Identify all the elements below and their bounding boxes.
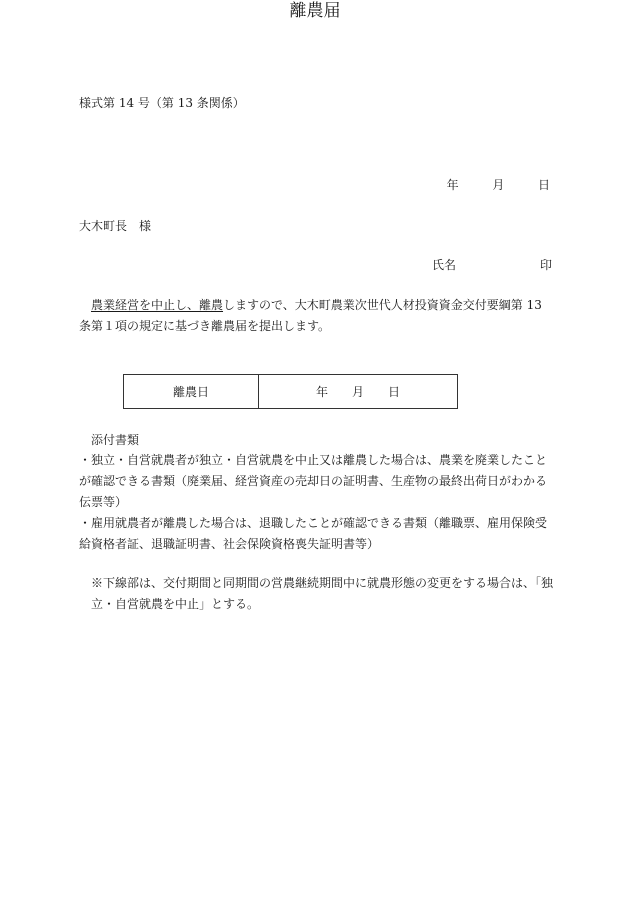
retirement-date-value — [259, 375, 457, 408]
declaration-text: しますので、大木町農業次世代人材投資資金交付要綱第 13 条第１項の規定に基づき離農届を提出します。 — [79, 298, 542, 333]
retire-month-label: 月 — [351, 385, 364, 399]
name-label: 氏名 — [432, 258, 457, 272]
date-year-label: 年 — [446, 178, 459, 192]
document-title: 離農届 — [289, 1, 341, 21]
applicant-name-line — [432, 256, 552, 274]
attachment-item: ・独立・自営就農者が独立・自営就農を中止又は離農した場合は、農業を廃業したことが確認できる書類（廃業届、経営資産の売却日の証明書、生産物の最終出荷日がわかる伝票等） — [79, 453, 548, 509]
addressee: 大木町長 様 — [79, 219, 152, 233]
attachments-heading: 添付書類 — [91, 433, 140, 447]
retirement-date-label: 離農日 — [124, 375, 259, 408]
form-number: 様式第 14 号（第 13 条関係） — [79, 96, 245, 110]
retirement-date-table — [123, 374, 458, 409]
attachments-list — [79, 450, 553, 555]
attachment-item: ・雇用就農者が離農した場合は、退職したことが確認できる書類（離職票、雇用保険受給資格者証、退職証明書、社会保険資格喪失証明書等） — [79, 516, 548, 551]
seal-label: 印 — [540, 258, 553, 272]
submission-date-line — [447, 176, 550, 194]
retire-year-label: 年 — [315, 385, 328, 399]
date-month-label: 月 — [492, 178, 505, 192]
declaration-body — [79, 295, 553, 337]
underline-note: ※下線部は、交付期間と同期間の営農継続期間中に就農形態の変更をする場合は、「独立・自営就農を中止」とする。 — [91, 576, 554, 611]
retire-day-label: 日 — [388, 385, 401, 399]
date-day-label: 日 — [537, 178, 550, 192]
underlined-clause: 農業経営を中止し、離農 — [91, 298, 224, 312]
